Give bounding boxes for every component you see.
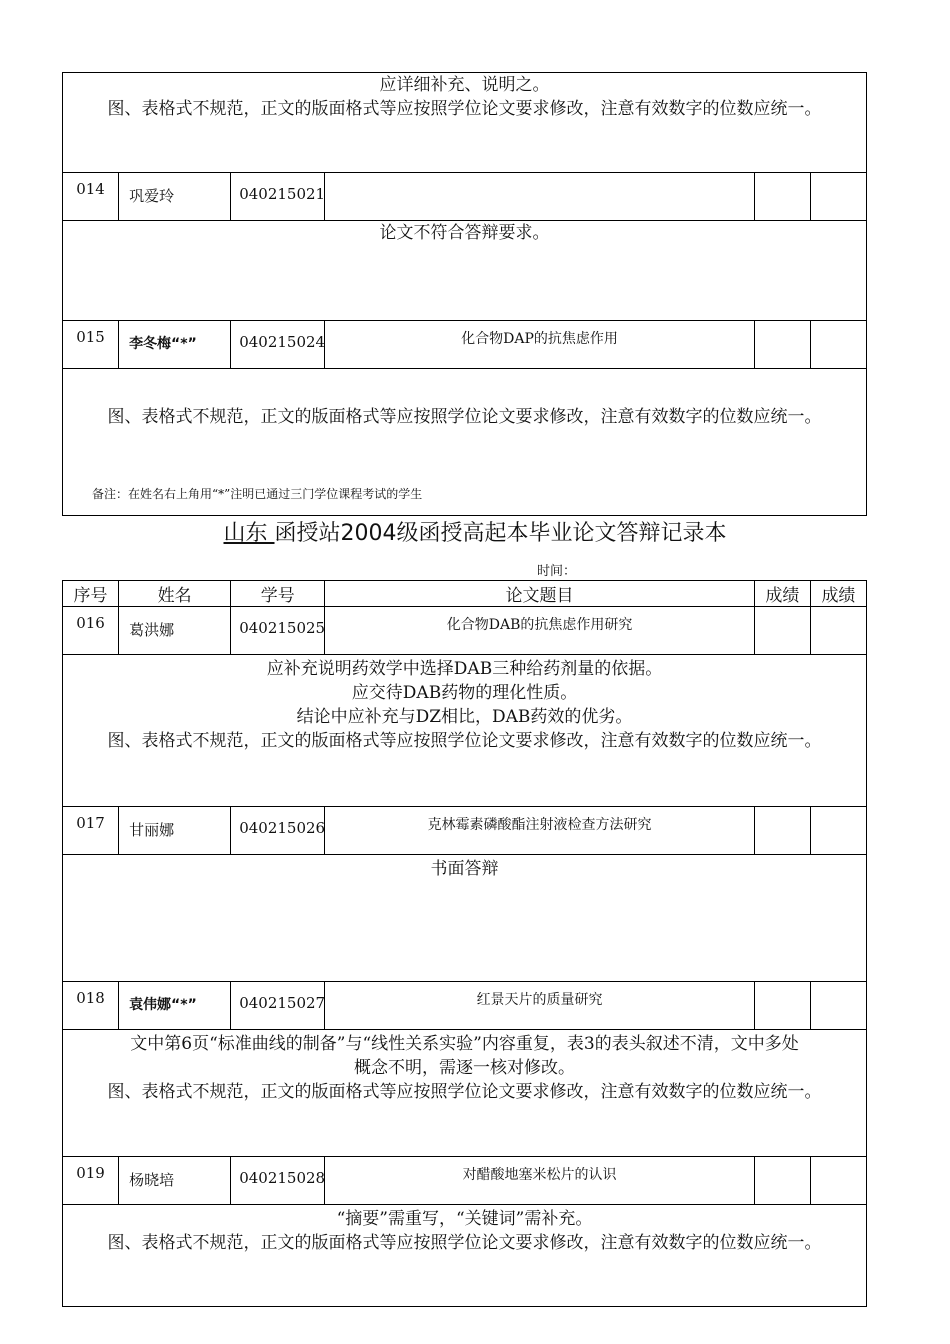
comment-line: 文中第6页“标准曲线的制备”与“线性关系实验”内容重复，表3的表头叙述不清，文中多处 (130, 1034, 799, 1054)
comment-line: 应交待DAB药物的理化性质。 (351, 683, 578, 703)
grade-cell (810, 807, 866, 855)
row-number: 017 (63, 807, 119, 855)
student-name: 巩爱玲 (119, 173, 231, 221)
comment-cell (63, 855, 867, 982)
student-id: 040215021 (231, 173, 325, 221)
grade-cell (810, 321, 866, 369)
thesis-title (325, 173, 755, 221)
thesis-title: 化合物DAB的抗焦虑作用研究 (325, 607, 755, 655)
thesis-title: 红景天片的质量研究 (325, 982, 755, 1030)
table-header (63, 581, 867, 607)
comment-line: 图、表格式不规范，正文的版面格式等应按照学位论文要求修改，注意有效数字的位数应统一。 (107, 1233, 822, 1253)
student-id: 040215028 (231, 1157, 325, 1205)
table-row (63, 807, 867, 855)
table-row (63, 321, 867, 369)
comment-cell (63, 655, 867, 807)
thesis-title: 克林霉素磷酸酯注射液检查方法研究 (325, 807, 755, 855)
grade-cell (810, 982, 866, 1030)
table-row (63, 1157, 867, 1205)
header-title: 论文题目 (325, 581, 755, 607)
student-id: 040215025 (231, 607, 325, 655)
student-id: 040215026 (231, 807, 325, 855)
comment-cell (63, 1205, 867, 1307)
row-number: 015 (63, 321, 119, 369)
comment-line: 图、表格式不规范，正文的版面格式等应按照学位论文要求修改，注意有效数字的位数应统一。 (107, 407, 822, 427)
comment-line: 图、表格式不规范，正文的版面格式等应按照学位论文要求修改，注意有效数字的位数应统一。 (107, 99, 822, 119)
table-row (63, 982, 867, 1030)
student-name: 葛洪娜 (119, 607, 231, 655)
comment-line: “摘要”需重写，“关键词”需补充。 (336, 1209, 593, 1229)
student-name: 李冬梅“*” (119, 321, 231, 369)
student-name: 袁伟娜“*” (119, 982, 231, 1030)
grade-cell (810, 173, 866, 221)
grade-cell (754, 321, 810, 369)
grade-cell (754, 1157, 810, 1205)
comment-line: 应详细补充、说明之。 (379, 75, 550, 95)
comment-cell (63, 221, 867, 321)
grade-cell (754, 982, 810, 1030)
header-no: 序号 (63, 581, 119, 607)
comment-line: 图、表格式不规范，正文的版面格式等应按照学位论文要求修改，注意有效数字的位数应统一。 (107, 731, 822, 751)
student-name: 杨晓培 (119, 1157, 231, 1205)
grade-cell (810, 607, 866, 655)
thesis-title: 化合物DAP的抗焦虑作用 (325, 321, 755, 369)
grade-cell (754, 807, 810, 855)
comment-line (63, 381, 866, 405)
comment-cell (63, 1030, 867, 1157)
comment-line: 结论中应补充与DZ相比，DAB药效的优劣。 (296, 707, 633, 727)
page-title (0, 516, 950, 547)
row-number: 018 (63, 982, 119, 1030)
grade-cell (754, 173, 810, 221)
comment-line: 应补充说明药效学中选择DAB三种给药剂量的依据。 (266, 659, 663, 679)
student-name: 甘丽娜 (119, 807, 231, 855)
time-label: 时间： (537, 564, 577, 579)
student-id: 040215024 (231, 321, 325, 369)
station-name: 山东 (223, 521, 275, 546)
header-grade: 成绩 (810, 581, 866, 607)
comment-line: 论文不符合答辩要求。 (379, 223, 550, 243)
comment-cell (63, 73, 867, 173)
comment-line: 概念不明，需逐一核对修改。 (354, 1058, 575, 1078)
header-id: 学号 (231, 581, 325, 607)
row-number: 016 (63, 607, 119, 655)
footnote: 备注：在姓名右上角用“*”注明已通过三门学位课程考试的学生 (92, 487, 423, 501)
comment-line: 书面答辩 (430, 859, 499, 879)
title-text: 函授站2004级函授高起本毕业论文答辩记录本 (274, 521, 727, 546)
grade-cell (810, 1157, 866, 1205)
record-table-page1 (62, 72, 867, 516)
comment-line: 图、表格式不规范，正文的版面格式等应按照学位论文要求修改，注意有效数字的位数应统一。 (107, 1082, 822, 1102)
table-row (63, 607, 867, 655)
header-name: 姓名 (119, 581, 231, 607)
row-number: 019 (63, 1157, 119, 1205)
header-grade: 成绩 (754, 581, 810, 607)
record-table-page2 (62, 580, 867, 1307)
row-number: 014 (63, 173, 119, 221)
thesis-title: 对醋酸地塞米松片的认识 (325, 1157, 755, 1205)
table-row (63, 173, 867, 221)
student-id: 040215027 (231, 982, 325, 1030)
grade-cell (754, 607, 810, 655)
